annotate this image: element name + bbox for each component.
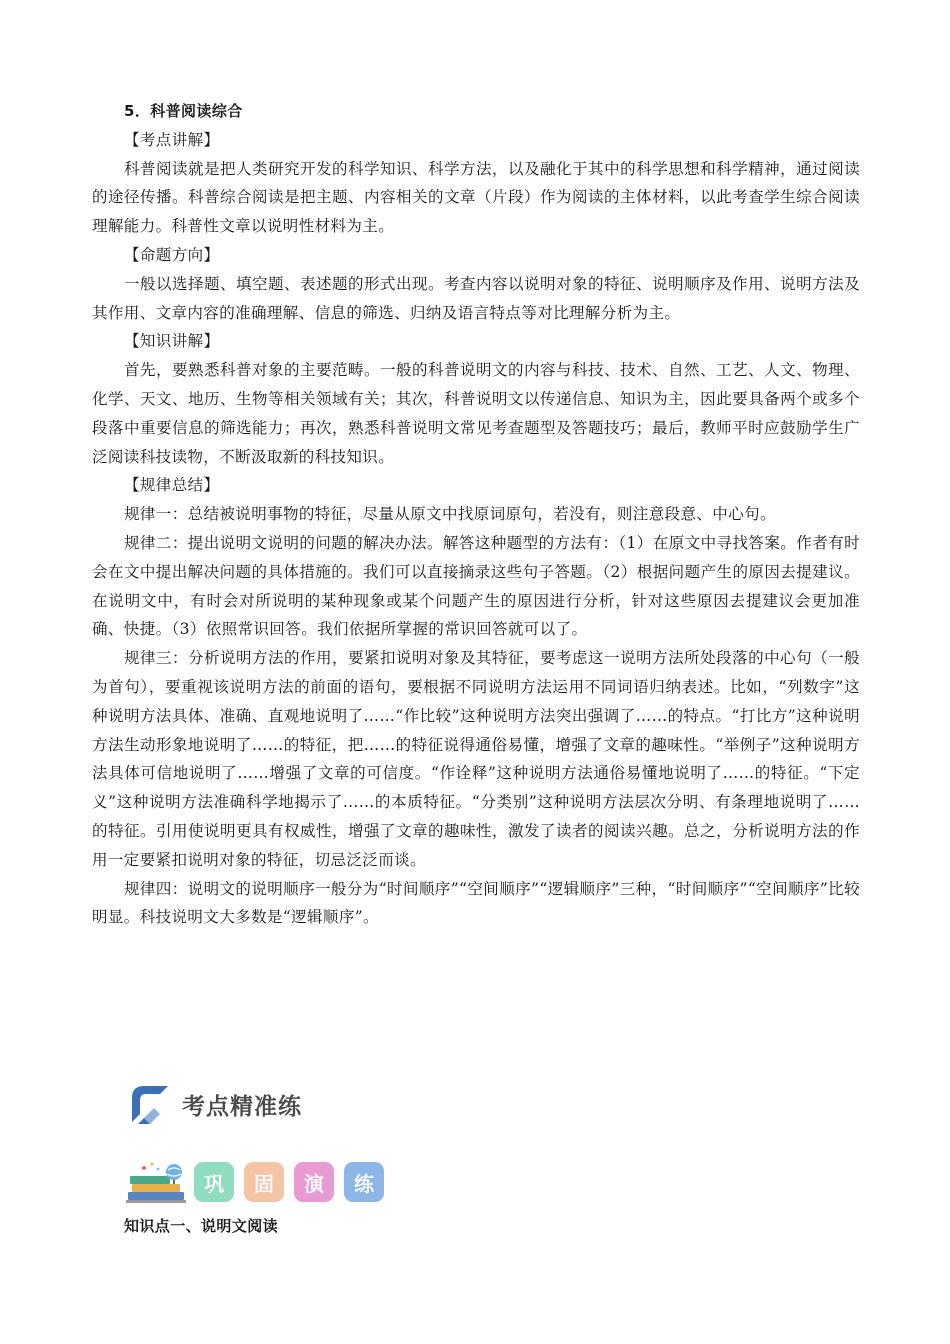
tile-gong: 巩	[194, 1162, 234, 1202]
block-heading: 【考点讲解】	[124, 130, 220, 149]
block-heading: 【知识讲解】	[124, 332, 220, 351]
subsection-title: 知识点一、说明文阅读	[124, 1217, 279, 1235]
block-exam-point	[92, 126, 860, 241]
block-heading: 【规律总结】	[124, 476, 220, 495]
pen-check-icon	[124, 1078, 176, 1130]
rule-paragraph: 规律三：分析说明方法的作用，要紧扣说明对象及其特征，要考虑这一说明方法所处段落的中心句（一般为首句），要重视该说明方法的前面的语句，要根据不同说明方法运用不同词语归纳表述。比如，“列数字”这种说明方法具体、准确、直观地说明了……“作比较”这种说明方法突出强调了……的特点。“打比方”这种说明方法生动形象地说明了……的特征，把……的特征说得通俗易懂，增强了文章的趣味性。“举例子”这种说明方法具体可信地说明了……增强了文章的可信度。“作诠释”这种说明方法通俗易懂地说明了……的特征。“下定义”这种说明方法准确科学地揭示了……的本质特征。“分类别”这种说明方法层次分明、有条理地说明了……的特征。引用使说明更具有权威性，增强了文章的趣味性，激发了读者的阅读兴趣。总之，分析说明方法的作用一定要紧扣说明对象的特征，切忌泛泛而谈。	[92, 649, 860, 869]
tile-gu: 固	[244, 1162, 284, 1202]
rule-paragraph: 规律二：提出说明文说明的问题的解决办法。解答这种题型的方法有：（1）在原文中寻找答案。作者有时会在文中提出解决问题的具体措施的。我们可以直接摘录这些句子答题。（2）根据问题产生的原因去提建议。在说明文中，有时会对所说明的某种现象或某个问题产生的原因进行分析，针对这些原因去提建议会更加准确、快捷。（3）依照常识回答。我们依据所掌握的常识回答就可以了。	[92, 533, 860, 639]
block-heading: 【命题方向】	[124, 245, 220, 264]
paragraph: 一般以选择题、填空题、表述题的形式出现。考查内容以说明对象的特征、说明顺序及作用、说明方法及其作用、文章内容的准确理解、信息的筛选、归纳及语言特点等对比理解分析为主。	[92, 274, 860, 322]
rule-paragraph: 规律四：说明文的说明顺序一般分为“时间顺序”“空间顺序”“逻辑顺序”三种，“时间顺序”“空间顺序”比较明显。科技说明文大多数是“逻辑顺序”。	[92, 879, 860, 927]
paragraph: 科普阅读就是把人类研究开发的科学知识、科学方法，以及融化于其中的科学思想和科学精神，通过阅读的途径传播。科普综合阅读是把主题、内容相关的文章（片段）作为阅读的主体材料，以此考查学生综合阅读理解能力。科普性文章以说明性材料为主。	[92, 159, 860, 236]
banner-title: 考点精准练	[182, 1093, 302, 1120]
books-globe-icon	[124, 1158, 188, 1206]
practice-banner	[124, 1078, 302, 1130]
block-rules-summary	[92, 471, 860, 932]
main-content	[92, 97, 860, 932]
rule-paragraph: 规律一：总结被说明事物的特征，尽量从原文中找原词原句，若没有，则注意段意、中心句。	[124, 505, 776, 524]
paragraph: 首先，要熟悉科普对象的主要范畴。一般的科普说明文的内容与科技、技术、自然、工艺、人文、物理、化学、天文、地历、生物等相关领域有关；其次，科普说明文以传递信息、知识为主，因此要具备两个或多个段落中重要信息的筛选能力；再次，熟悉科普说明文常见考查题型及答题技巧；最后，教师平时应鼓励学生广泛阅读科技读物，不断汲取新的科技知识。	[92, 361, 860, 466]
tile-lian: 练	[344, 1162, 384, 1202]
tile-yan: 演	[294, 1162, 334, 1202]
practice-tiles-row	[124, 1158, 394, 1206]
block-knowledge	[92, 327, 860, 471]
block-question-direction	[92, 241, 860, 327]
section-title: 5．科普阅读综合	[124, 102, 243, 120]
